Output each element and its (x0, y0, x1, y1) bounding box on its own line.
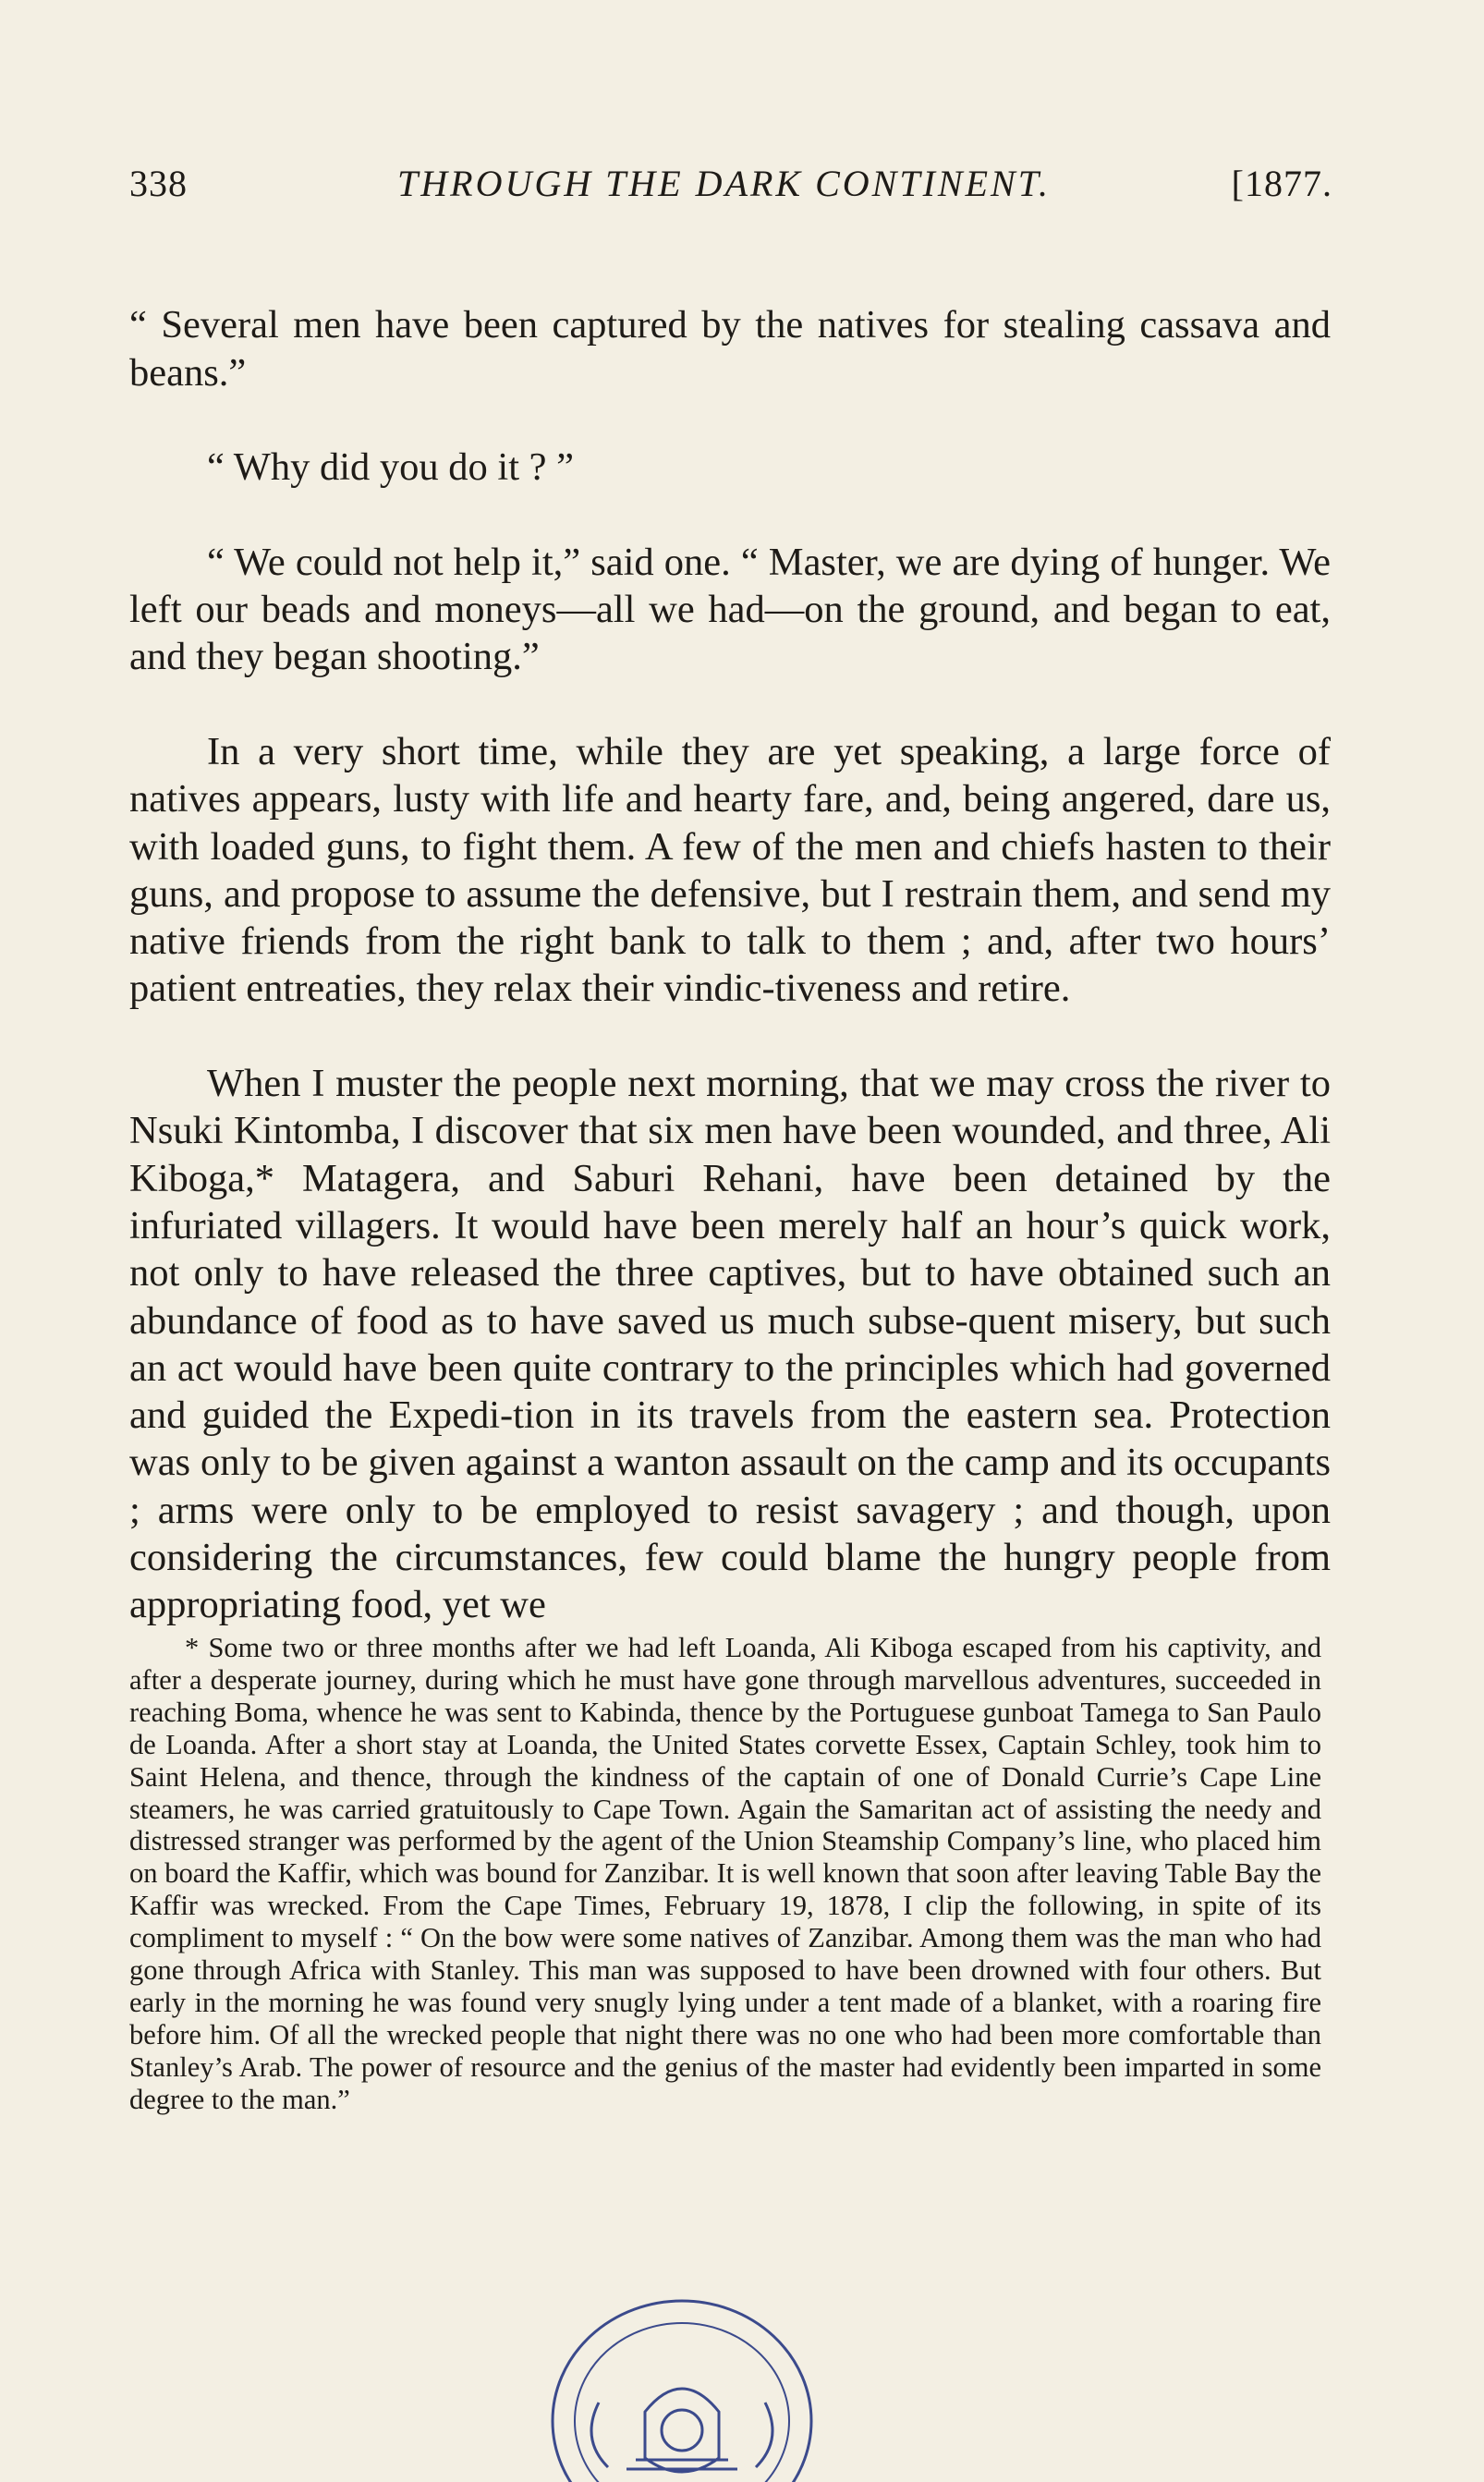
paragraph: “ Several men have been captured by the natives for stealing cassava and beans.” (129, 303, 1331, 395)
main-text (129, 254, 1331, 1676)
page-header (129, 162, 1332, 217)
library-stamp (534, 2292, 830, 2482)
page-number: 338 (129, 163, 188, 204)
footnote: * Some two or three months after we had left Loanda, Ali Kiboga escaped from his captivity, and after a desperate journey, during which he must have gone through marvellous adventures, succeeded in reaching Boma, whence he was sent to Kabinda, thence by the Portuguese gunboat Tamega to San Paulo de Loanda. After a short stay at Loanda, the United States corvette Essex, Captain Schley, took him to Saint Helena, and thence, through the kindness of the captain of one of Donald Currie’s Cape Line steamers, he was carried gratuitously to Cape Town. Again the Samaritan act of assisting the needy and distressed stranger was performed by the agent of the Union Steamship Company’s line, who placed him on board the Kaffir, which was bound for Zanzibar. It is well known that soon after leaving Table Bay the Kaffir was wrecked. From the Cape Times, February 19, 1878, I clip the following, in spite of its compliment to myself : “ On the bow were some natives of Zanzibar. Among them was the man who had gone through Africa with Stanley. This man was supposed to have been drowned with four others. But early in the morning he was found very snugly lying under a tent made of a blanket, with a roaring fire before him. Of all the wrecked people that night there was no one who had been more comfortable than Stanley’s Arab. The power of resource and the genius of the master had evidently been imparted in some degree to the man.” (129, 1632, 1321, 2115)
header-year: [1877. (1231, 163, 1332, 204)
paragraph: “ We could not help it,” said one. “ Master, we are dying of hunger. We left our beads and moneys—all we had—on the ground, and began to eat, and they began shooting.” (129, 540, 1331, 679)
paragraph: When I muster the people next morning, that we may cross the river to Nsuki Kintomba, I discover that six men have been wounded, and three, Ali Kiboga,* Matagera, and Saburi Rehani, have been detained by the infuriated villagers. It would have been merely half an hour’s quick work, not only to have released the three captives, but to have obtained such an abundance of food as to have saved us much subse-quent misery, but such an act would have been quite contrary to the principles which had governed and guided the Expedi-tion in its travels from the eastern sea. Protection was only to be given against a wanton assault on the camp and its occupants ; arms were only to be employed to resist savagery ; and though, upon considering the circumstances, few could blame the hungry people from appropriating food, yet we (129, 1062, 1331, 1627)
paragraph: In a very short time, while they are yet speaking, a large force of natives appears, lusty with life and hearty fare, and, being angered, dare us, with loaded guns, to fight them. A few of the men and chiefs hasten to their guns, and propose to assume the defensive, but I restrain them, and send my native friends from the right bank to talk to them ; and, after two hours’ patient entreaties, they relax their vindic-tiveness and retire. (129, 729, 1331, 1011)
running-title: THROUGH THE DARK CONTINENT. (397, 163, 1051, 204)
paragraph: “ Why did you do it ? ” (207, 445, 574, 490)
